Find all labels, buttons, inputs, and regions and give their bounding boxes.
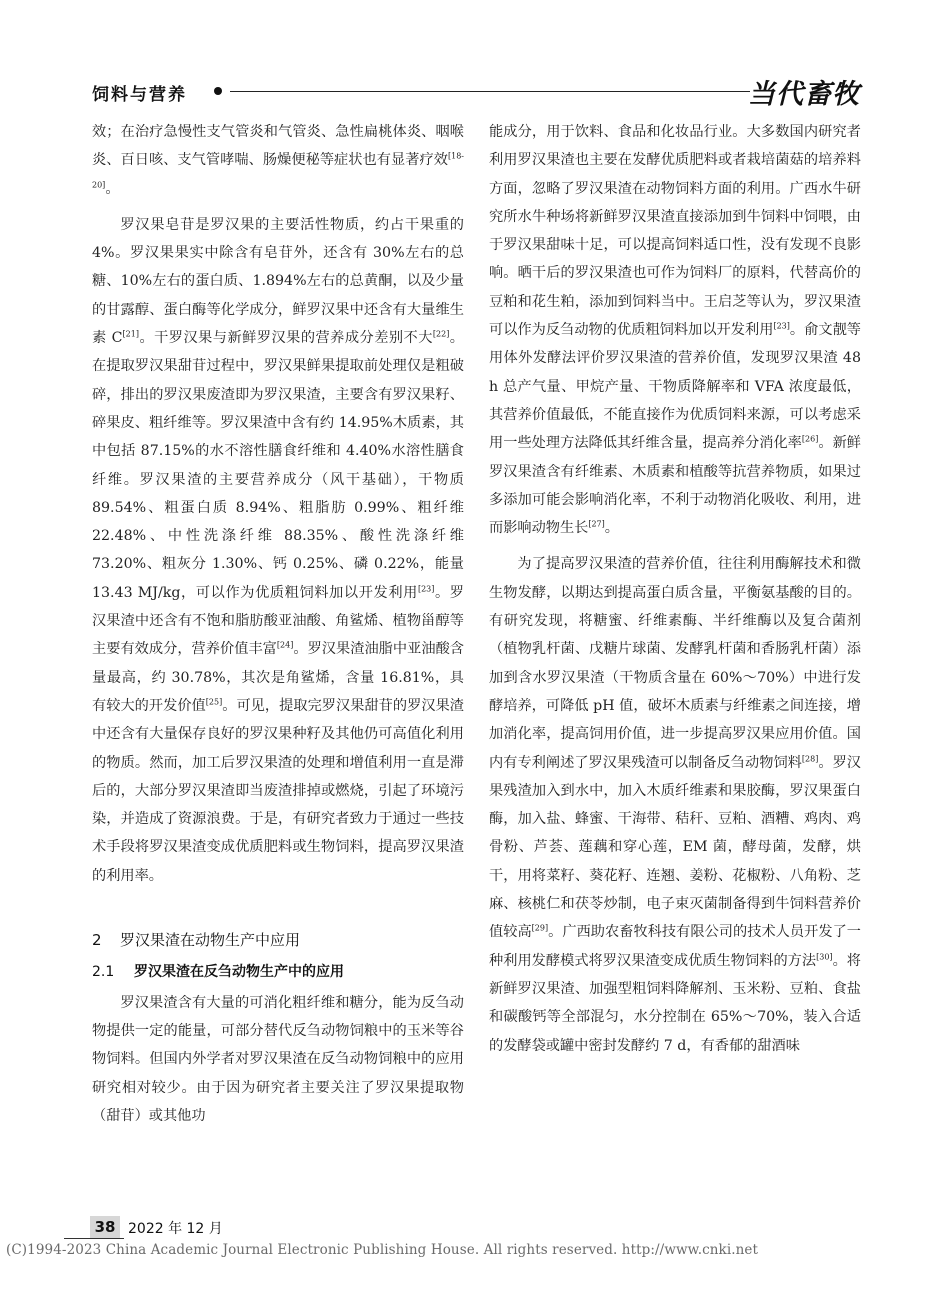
citation[interactable]: [26] xyxy=(801,434,819,444)
citation[interactable]: [23] xyxy=(417,584,435,594)
paragraph: 罗汉果渣含有大量的可消化粗纤维和糖分，能为反刍动物提供一定的能量，可部分替代反刍动物饲粮中的玉米等谷物饲料。但国内外学者对罗汉果渣在反刍动物饲粮中的应用研究相对较少。由于因为研究者主要关注了罗汉果提取物（甜苷）或其他功 xyxy=(92,994,464,1124)
citation[interactable]: [29] xyxy=(531,923,549,933)
citation[interactable]: [18-20] xyxy=(92,151,464,189)
copyright-notice: (C)1994-2023 China Academic Journal Electronic Publishing House. All rights reserved. http://www.cnki.net xyxy=(6,1242,759,1258)
paragraph: 为了提高罗汉果渣的营养价值，往往利用酶解技术和微生物发酵，以期达到提高蛋白质含量，平衡氨基酸的目的。有研究发现，将糖蜜、纤维素酶、半纤维酶以及复合菌剂（植物乳杆菌、戊糖片球菌、发酵乳杆菌和香肠乳杆菌）添加到含水罗汉果渣（干物质含量在 60%～70%）中进行发酵培养，可降低 pH 值，破坏木质素与纤维素之间连接，增加消化率，提高饲用价值，进一步提高罗汉果应用价值。国内有专利阐述了罗汉果残渣可以制备反刍动物饲料[28]。罗汉果残渣加入到水中，加入木质纤维素和果胶酶，罗汉果蛋白酶，加入盐、蜂蜜、干海带、秸秆、豆粕、酒糟、鸡肉、鸡骨粉、芦荟、莲藕和穿心莲，EM 菌，酵母菌，发酵，烘干，用将菜籽、葵花籽、连翘、姜粉、花椒粉、八角粉、芝麻、核桃仁和茯苓炒制，电子束灭菌制备得到牛饲料营养价值较高[29]。广西助农畜牧科技有限公司的技术人员开发了一种利用发酵模式将罗汉果渣变成优质生物饲料的方法[30]。将新鲜罗汉果渣、加强型粗饲料降解剂、玉米粉、豆粕、食盐和碳酸钙等全部混匀，水分控制在 65%～70%，装入合适的发酵袋或罐中密封发酵约 7 d，有香郁的甜酒味 xyxy=(489,556,861,1054)
paragraph: 效；在治疗急慢性支气管炎和气管炎、急性扁桃体炎、咽喉炎、百日咳、支气管哮喘、肠燥便秘等症状也有显著疗效[18-20]。 xyxy=(92,124,464,197)
subsection-heading: 2.1 罗汉果渣在反刍动物生产中的应用 xyxy=(92,964,344,981)
citation[interactable]: [25] xyxy=(205,697,223,707)
citation[interactable]: [27] xyxy=(588,519,605,529)
right-column xyxy=(489,118,861,1060)
page-number: 38 xyxy=(90,1216,120,1238)
citation[interactable]: [30] xyxy=(816,951,833,961)
section-title: 饲料与营养 xyxy=(92,85,187,105)
issue-date: 2022 年 12 月 xyxy=(128,1221,223,1237)
left-column xyxy=(92,118,464,1130)
footer-rule xyxy=(64,1238,124,1239)
paragraph: 能成分，用于饮料、食品和化妆品行业。大多数国内研究者利用罗汉果渣也主要在发酵优质肥料或者栽培菌菇的培养料方面，忽略了罗汉果渣在动物饲料方面的利用。广西水牛研究所水牛种场将新鲜罗汉果渣直接添加到牛饲料中饲喂，由于罗汉果甜味十足，可以提高饲料适口性，没有发现不良影响。晒干后的罗汉果渣也可作为饲料厂的原料，代替高价的豆粕和花生粕，添加到饲料当中。王启芝等认为，罗汉果渣可以作为反刍动物的优质粗饲料加以开发利用[23]。俞文靓等用体外发酵法评价罗汉果渣的营养价值，发现罗汉果渣 48 h 总产气量、甲烷产量、干物质降解率和 VFA 浓度最低，其营养价值最低，不能直接作为优质饲料来源，可以考虑采用一些处理方法降低其纤维含量，提高养分消化率[26]。新鲜罗汉果渣含有纤维素、木质素和植酸等抗营养物质，如果过多添加可能会影响消化率，不利于动物消化吸收、利用，进而影响动物生长[27]。 xyxy=(489,124,861,537)
bullet-dot xyxy=(214,87,222,95)
journal-logo: 当代畜牧 xyxy=(748,79,860,110)
citation[interactable]: [21] xyxy=(122,329,139,339)
citation[interactable]: [23] xyxy=(773,321,790,331)
paragraph: 罗汉果皂苷是罗汉果的主要活性物质，约占干果重的 4%。罗汉果果实中除含有皂苷外，还含有 30%左右的总糖、10%左右的蛋白质、1.894%左右的总黄酮，以及少量的甘露醇、蛋白酶等化学成分，鲜罗汉果中还含有大量维生素 C[21]。干罗汉果与新鲜罗汉果的营养成分差别不大[22]。在提取罗汉果甜苷过程中，罗汉果鲜果提取前处理仅是粗破碎，排出的罗汉果废渣即为罗汉果渣，主要含有罗汉果籽、碎果皮、粗纤维等。罗汉果渣中含有约 14.95%木质素，其中包括 87.15%的水不溶性膳食纤维和 4.40%水溶性膳食纤维。罗汉果渣的主要营养成分（风干基础），干物质 89.54%、粗蛋白质 8.94%、粗脂肪 0.99%、粗纤维 22.48%、中性洗涤纤维 88.35%、酸性洗涤纤维 73.20%、粗灰分 1.30%、钙 0.25%、磷 0.22%，能量 13.43 MJ/kg，可以作为优质粗饲料加以开发利用[23]。罗汉果渣中还含有不饱和脂肪酸亚油酸、角鲨烯、植物甾醇等主要有效成分，营养价值丰富[24]。罗汉果渣油脂中亚油酸含量最高，约 30.78%，其次是角鲨烯，含量 16.81%，具有较大的开发价值[25]。可见，提取完罗汉果甜苷的罗汉果渣中还含有大量保存良好的罗汉果种籽及其他仍可高值化利用的物质。然而，加工后罗汉果渣的处理和增值利用一直是滞后的，大部分罗汉果渣即当废渣排掉或燃烧，引起了环境污染，并造成了资源浪费。于是，有研究者致力于通过一些技术手段将罗汉果渣变成优质肥料或生物饲料，提高罗汉果渣的利用率。 xyxy=(92,216,464,884)
citation[interactable]: [28] xyxy=(801,753,819,763)
running-header xyxy=(92,76,860,110)
header-rule xyxy=(230,91,750,92)
citation[interactable]: [22] xyxy=(432,329,450,339)
section-heading: 2 罗汉果渣在动物生产中应用 xyxy=(92,931,301,950)
citation[interactable]: [24] xyxy=(276,640,294,650)
